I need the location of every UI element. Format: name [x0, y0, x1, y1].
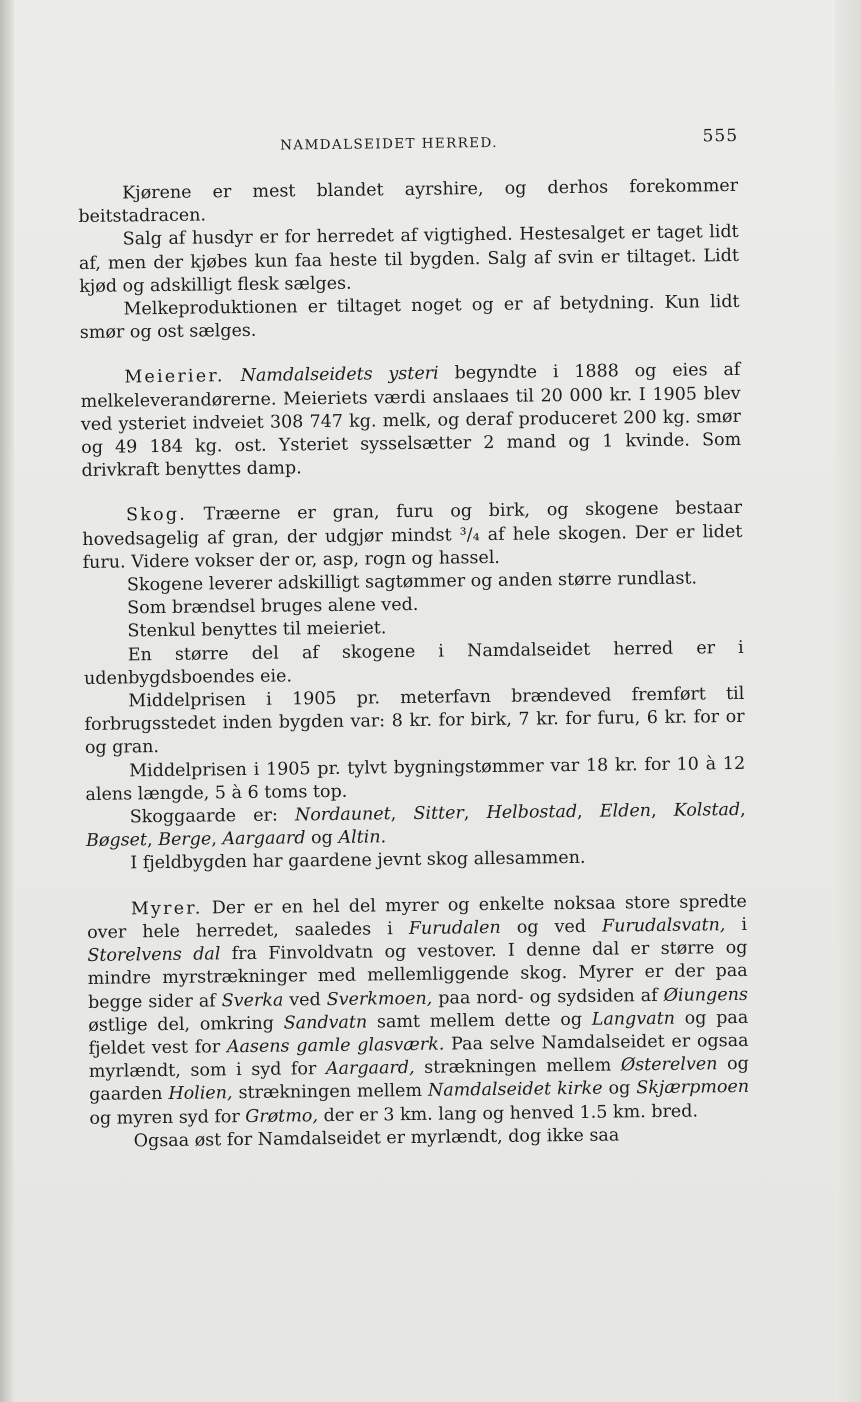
paragraph-text: og paa fjeldet vest for: [88, 1007, 749, 1059]
place-name: Holien,: [168, 1083, 233, 1105]
paragraph-text: begyndte i 1888 og eies af melkeleverandørerne. Meieriets værdi anslaaes til 20 000 kr. I 1905 blev ved ysteriet indveiet 308 747 kg. melk, og deraf produceret 200 kg. smør og 49 184 kg. ost. Ysteriet sysselsætter 2 mand og 1 kvinde. Som drivkraft benyttes damp.: [80, 360, 742, 482]
place-name: Grøtmo,: [245, 1105, 319, 1127]
fraction: ³/₄: [459, 524, 480, 546]
paragraph-text: Skogene leverer adskilligt sagtømmer og anden større rundlast.: [126, 568, 698, 596]
paragraph-firewood-price: [84, 683, 745, 761]
place-name: Sverka: [221, 990, 284, 1011]
paragraph-text: Melkeproduktionen er tiltaget noget og er af betydning. Kun lidt smør og ost sælges.: [79, 291, 740, 344]
page-number: 555: [702, 125, 739, 147]
farm-name: Berge: [158, 829, 212, 851]
paragraph-bogs: [87, 891, 750, 1131]
paragraph-text: paa nord- og sydsiden af: [438, 985, 658, 1009]
place-name: Øiungens: [663, 984, 749, 1006]
italic-place: Namdalseidets ysteri: [240, 364, 439, 387]
paragraph-text: og ved: [516, 916, 587, 938]
paragraph-text: Der er en hel del myrer og enkelte noksaa store spredte over hele herredet, saaledes i: [87, 891, 747, 943]
paragraph-text: Kjørene er mest blandet ayrshire, og derhos forekommer beitstadracen.: [78, 175, 739, 228]
paragraph-text: Salg af husdyr er for herredet af vigtighed. Hestesalget er taget lidt af, men der kjøbes kun faa heste til bygden. Salg af svin er tiltaget. Lidt kjød og adskilligt flesk sælges.: [78, 222, 740, 297]
paragraph-text: Skoggaarde er:: [129, 805, 278, 828]
place-name: Aargaard,: [325, 1058, 415, 1080]
place-name: Furudalsvatn,: [601, 915, 726, 937]
farm-name: Helbostad: [486, 802, 578, 824]
paragraph-text: og myren syd for: [89, 1106, 240, 1129]
place-name: Namdalseidet kirke: [427, 1078, 603, 1102]
page-right-edge: [835, 0, 861, 1402]
place-name: Sverkmoen,: [326, 988, 433, 1010]
farm-name: Elden: [599, 801, 652, 822]
paragraph-text: af hele skogen. Der er lidet furu. Videre vokser der or, asp, rogn og hassel.: [82, 521, 743, 573]
paragraph-text: strækningen mellem: [424, 1055, 612, 1078]
paragraph-text: østlige del, omkring: [88, 1013, 275, 1036]
paragraph-lumber-price: [85, 753, 746, 807]
paragraph-text: Stenkul benyttes til meieriet.: [127, 618, 387, 642]
paragraph-cattle: [78, 175, 739, 229]
paragraph-forest-farms: Skoggaarde er: Nordaunet, Sitter, Helbostad, Elden, Kolstad, Bøgset, Berge, Aargaard og Altin.: [85, 799, 746, 852]
section-heading-forest: Skog.: [125, 505, 188, 526]
page-body: [78, 175, 750, 1154]
place-name: Furudalen: [408, 917, 501, 939]
place-name: Aasens gamle glasværk.: [226, 1034, 445, 1058]
paragraph-ownership: [84, 637, 745, 691]
paragraph-text: Træerne er gran, furu og birk, og skogene bestaar hovedsagelig af gran, der udgjør mindst: [82, 498, 743, 550]
place-name: Sandvatn: [283, 1012, 368, 1034]
page-left-edge-shadow: [0, 0, 14, 1402]
paragraph-forest: [82, 497, 743, 575]
page-header: [78, 126, 738, 160]
paragraph-text: strækningen mellem: [238, 1081, 423, 1104]
place-name: Østerelven: [620, 1054, 718, 1076]
paragraph-text: og: [608, 1078, 631, 1099]
place-name: Langvatn: [591, 1008, 676, 1030]
farm-name: Sitter: [413, 803, 464, 825]
paragraph-text: og: [310, 828, 333, 849]
paragraph-text: Ogsaa øst for Namdalseidet er myrlændt, dog ikke saa: [133, 1125, 620, 1152]
paragraph-text: fra Finvoldvatn og vestover. I denne dal er større og mindre myrstrækninger med mellemliggende skog. Myrer er der paa begge sider af: [87, 937, 748, 1013]
section-heading-dairies: Meierier.: [124, 366, 225, 388]
paragraph-text: Middelprisen i 1905 pr. tylvt bygningstømmer var 18 kr. for 10 à 12 alens længde, 5 à 6 toms top.: [85, 753, 746, 805]
farm-name: Altin.: [338, 827, 387, 849]
section-heading-bogs: Myrer.: [130, 898, 203, 920]
paragraph-text: En større del af skogene i Namdalseidet herred er i udenbygdsboendes eie.: [83, 637, 744, 689]
running-title: NAMDALSEIDET HERRED.: [280, 134, 499, 154]
paragraph-text: ved: [289, 989, 321, 1010]
paragraph-text: og gaarden: [89, 1053, 749, 1106]
paragraph-text: samt mellem dette og: [376, 1009, 583, 1033]
paragraph-text: i: [741, 914, 748, 935]
paragraph-text: I fjeldbygden har gaardene jevnt skog allesammen.: [130, 848, 586, 874]
paragraph-dairies: [80, 359, 741, 483]
farm-name: Nordaunet: [294, 804, 391, 826]
paragraph-text: Som brændsel bruges alene ved.: [127, 595, 419, 619]
place-name: Storelvens dal: [87, 944, 221, 967]
paragraph-livestock-sales: [79, 221, 740, 299]
farm-name: Bøgset: [85, 830, 148, 852]
paragraph-text: Paa selve Namdalseidet er ogsaa myrlændt, som i syd for: [88, 1030, 749, 1083]
paragraph-milk-production: [79, 291, 740, 345]
farm-name: Aargaard: [222, 828, 306, 850]
paragraph-text: der er 3 km. lang og henved 1.5 km. bred.: [323, 1101, 699, 1126]
farm-name: Kolstad: [673, 800, 741, 821]
place-name: Skjærpmoen: [636, 1077, 750, 1099]
paragraph-text: Middelprisen i 1905 pr. meterfavn brændeved fremført til forbrugsstedet inden bygden var: 8 kr. for birk, 7 kr. for furu, 6 kr. for or og gran.: [84, 683, 745, 759]
